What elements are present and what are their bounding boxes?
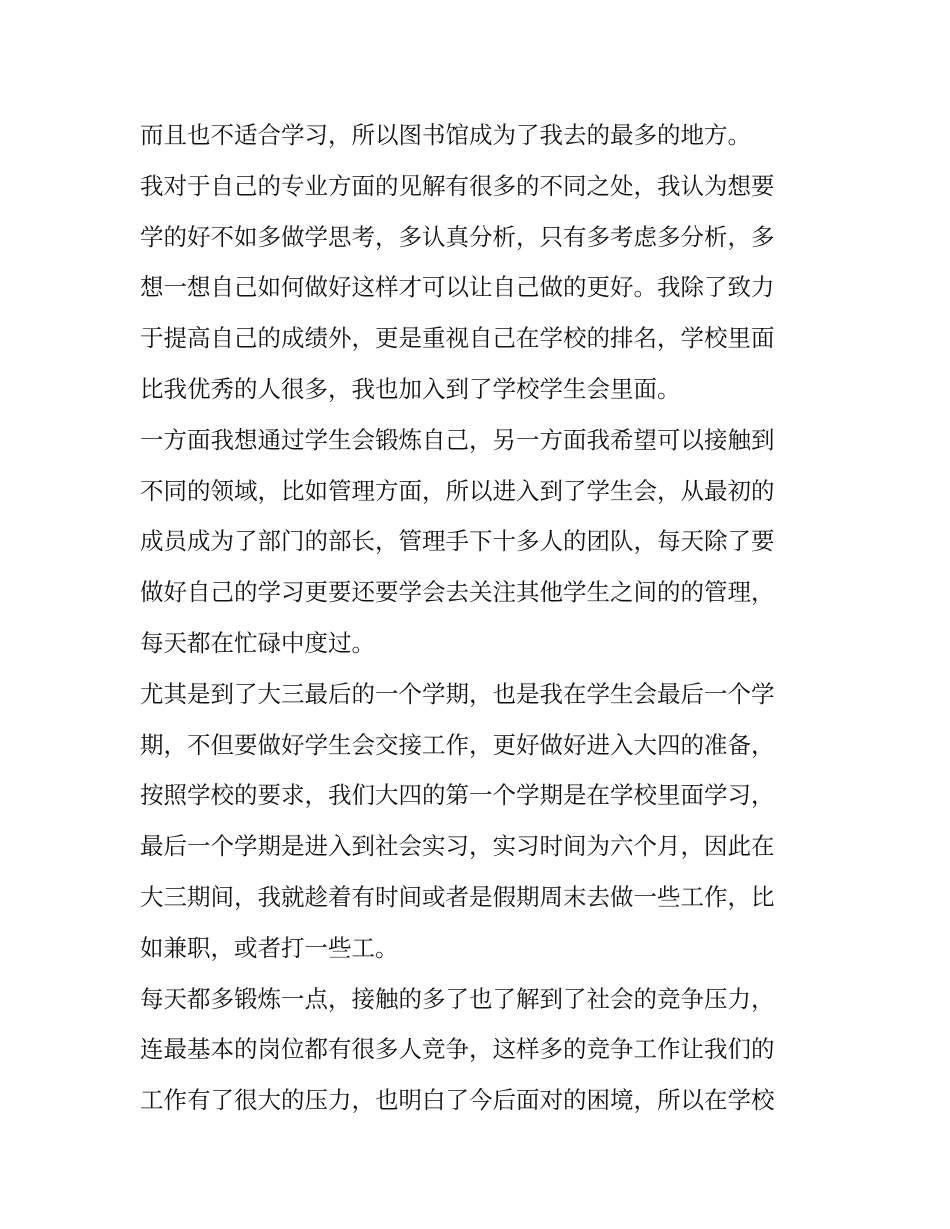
text-line: 如兼职，或者打一些工。 xyxy=(140,933,399,962)
text-line: 比我优秀的人很多，我也加入到了学校学生会里面。 xyxy=(140,374,681,403)
text-line: 期，不但要做好学生会交接工作，更好做好进入大四的准备， xyxy=(140,730,775,759)
body-text xyxy=(140,110,820,1126)
text-line: 按照学校的要求，我们大四的第一个学期是在学校里面学习， xyxy=(140,781,775,810)
text-line: 我对于自己的专业方面的见解有很多的不同之处，我认为想要 xyxy=(140,171,775,200)
text-line: 每天都多锻炼一点，接触的多了也了解到了社会的竞争压力， xyxy=(140,984,775,1013)
text-line: 大三期间，我就趁着有时间或者是假期周末去做一些工作，比 xyxy=(140,882,775,911)
text-line: 每天都在忙碌中度过。 xyxy=(140,628,375,657)
text-line: 连最基本的岗位都有很多人竞争，这样多的竞争工作让我们的 xyxy=(140,1035,775,1064)
text-line: 不同的领域，比如管理方面，所以进入到了学生会，从最初的 xyxy=(140,476,775,505)
text-line: 而且也不适合学习，所以图书馆成为了我去的最多的地方。 xyxy=(140,121,751,149)
text-line: 做好自己的学习更要还要学会去关注其他学生之间的的管理， xyxy=(140,578,775,607)
text-line: 于提高自己的成绩外，更是重视自己在学校的排名，学校里面 xyxy=(140,324,775,353)
text-line: 学的好不如多做学思考，多认真分析，只有多考虑多分析，多 xyxy=(140,222,775,251)
text-line: 最后一个学期是进入到社会实习，实习时间为六个月，因此在 xyxy=(140,832,775,861)
text-line: 成员成为了部门的部长，管理手下十多人的团队，每天除了要 xyxy=(140,527,775,556)
text-line: 尤其是到了大三最后的一个学期，也是我在学生会最后一个学 xyxy=(140,679,775,708)
text-line: 工作有了很大的压力，也明白了今后面对的困境，所以在学校 xyxy=(140,1086,775,1115)
text-line: 想一想自己如何做好这样才可以让自己做的更好。我除了致力 xyxy=(140,273,775,302)
text-line: 一方面我想通过学生会锻炼自己，另一方面我希望可以接触到 xyxy=(140,425,775,454)
